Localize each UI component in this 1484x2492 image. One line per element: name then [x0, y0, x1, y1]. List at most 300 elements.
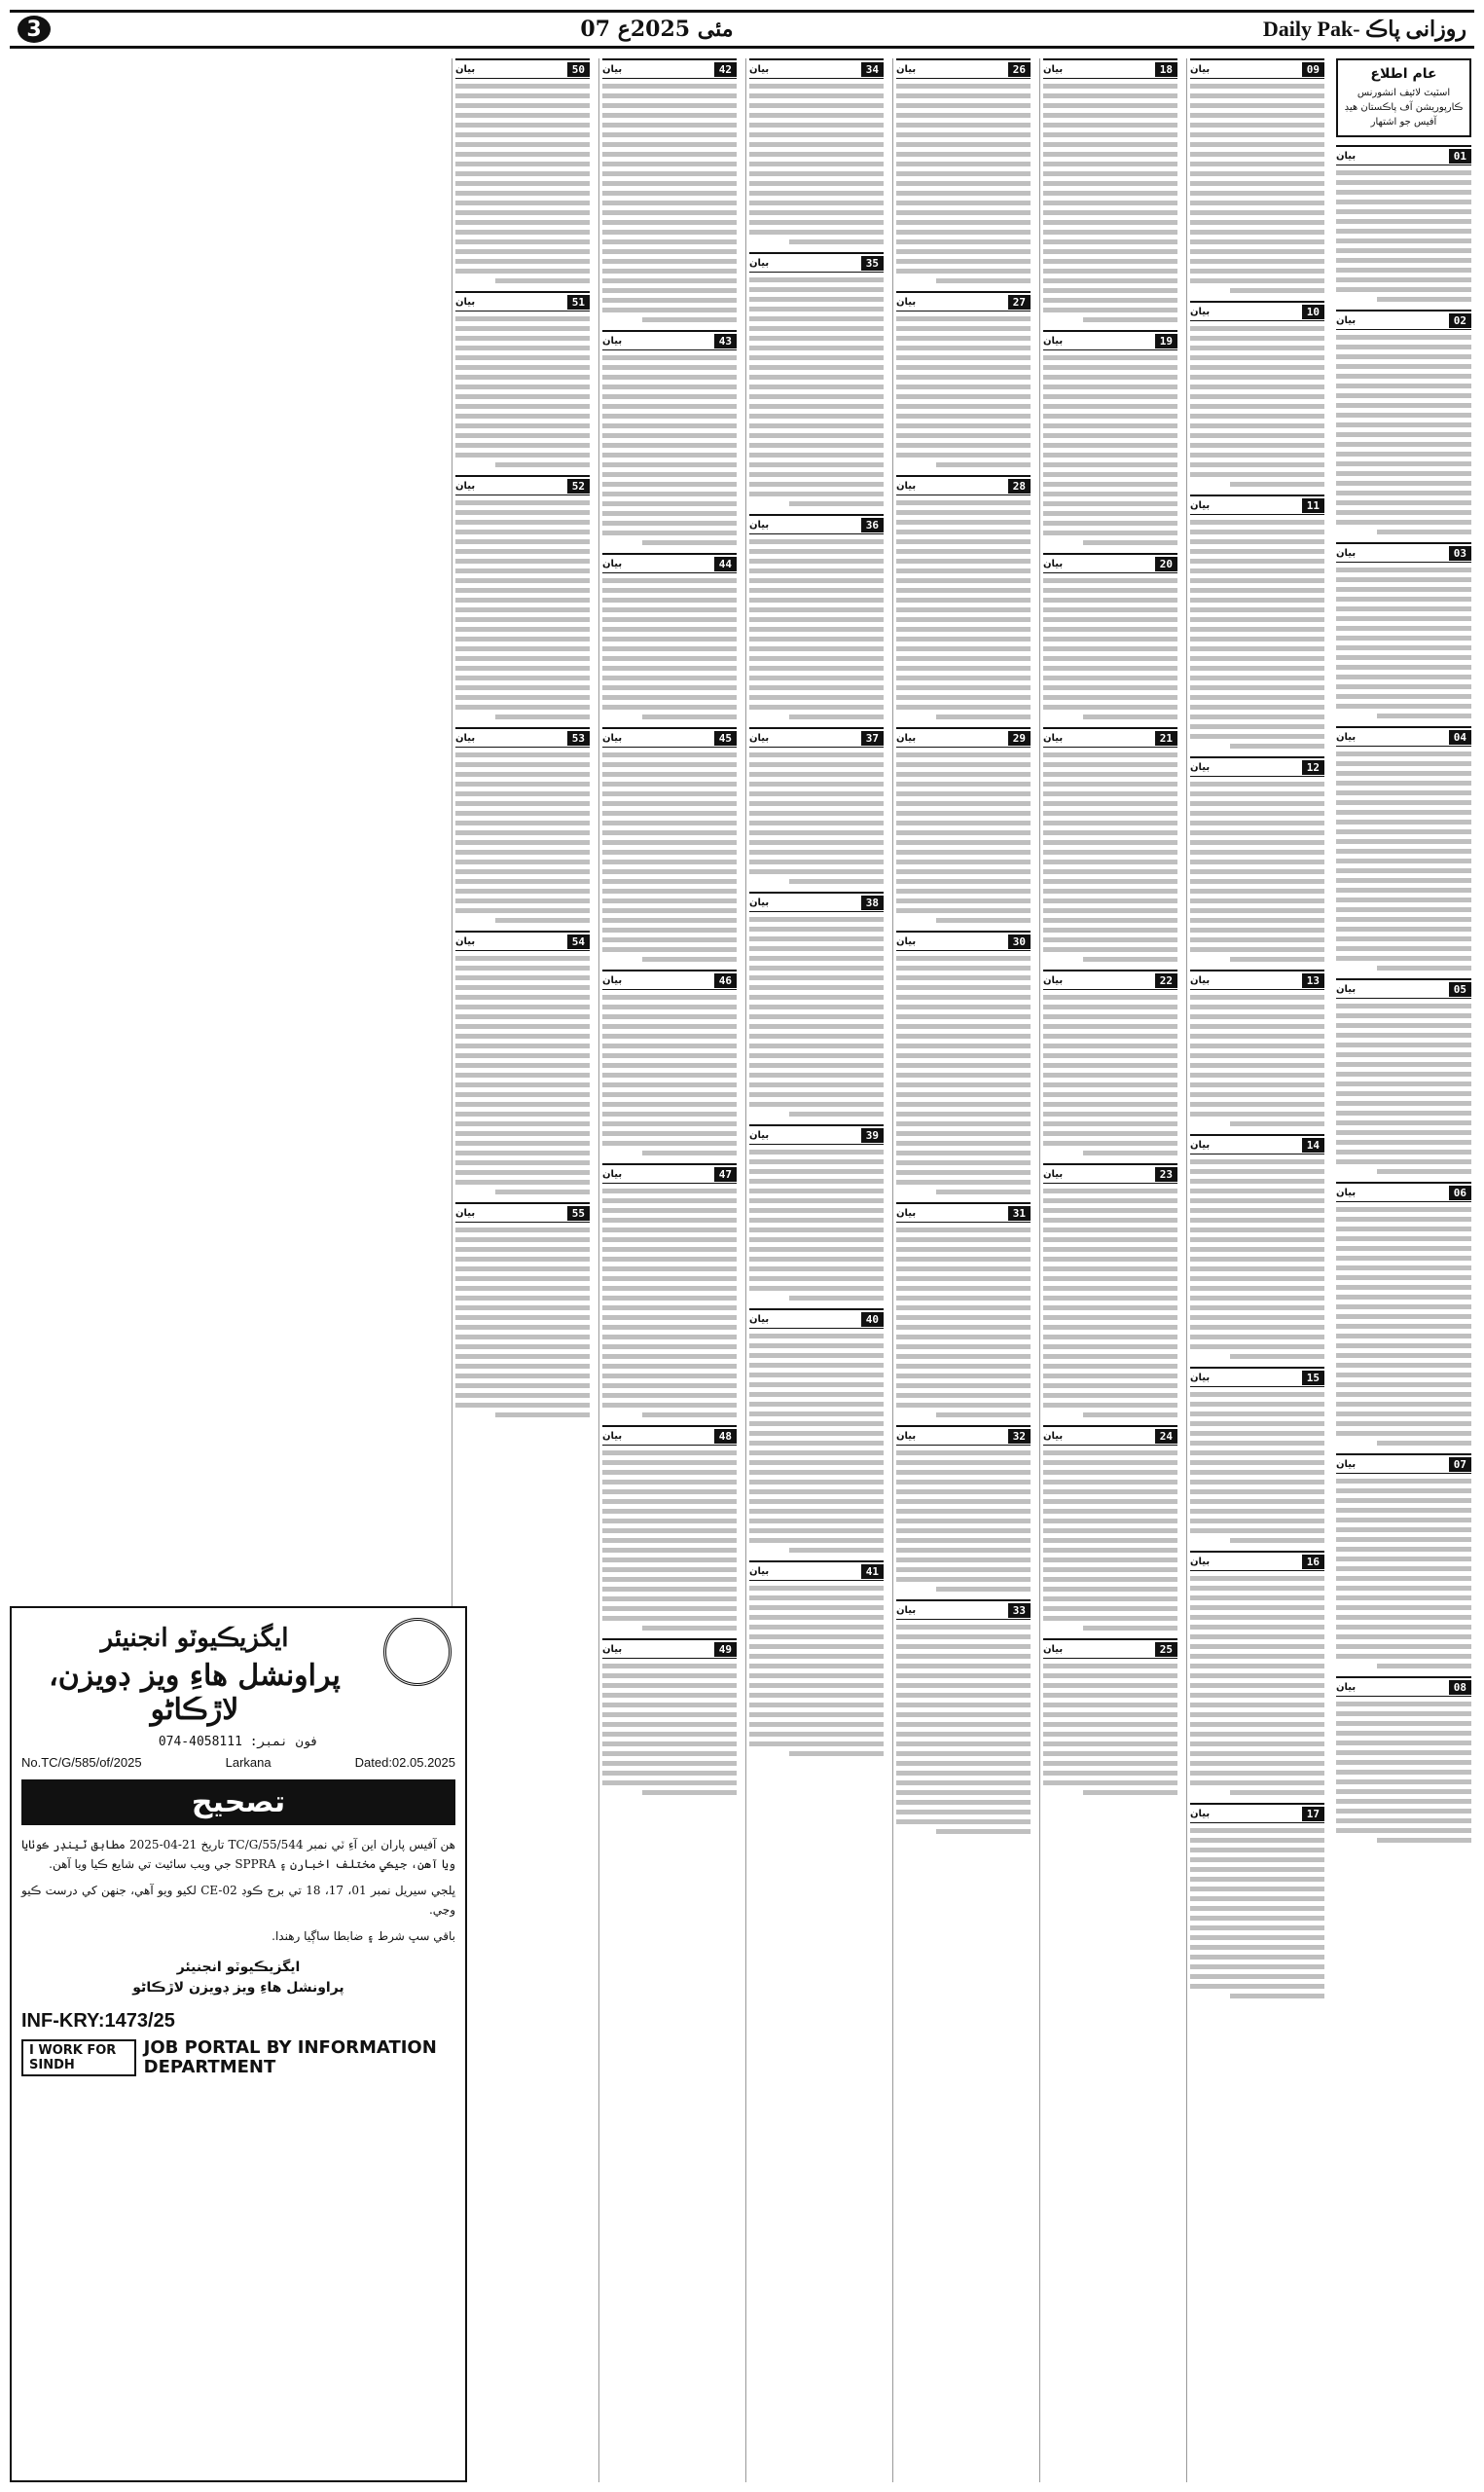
- notice-header: [602, 970, 737, 990]
- text-line: [749, 142, 884, 147]
- notice-item: [1043, 58, 1177, 322]
- notice-tag: بيان: [749, 732, 770, 744]
- text-line: [1190, 860, 1324, 864]
- text-line: [896, 269, 1031, 274]
- text-line: [1190, 346, 1324, 350]
- text-line: [749, 1421, 884, 1426]
- text-line: [1230, 1538, 1324, 1543]
- text-line: [896, 1141, 1031, 1146]
- text-line: [1190, 1625, 1324, 1630]
- text-line: [896, 995, 1031, 1000]
- text-line: [896, 259, 1031, 264]
- notice-tag: بيان: [896, 732, 917, 744]
- notice-number: 40: [861, 1312, 884, 1327]
- notice-item: [602, 1425, 737, 1631]
- notice-number: 30: [1008, 934, 1031, 949]
- text-line: [749, 791, 884, 796]
- text-line: [1043, 801, 1177, 806]
- text-line: [1043, 627, 1177, 632]
- text-line: [455, 607, 590, 612]
- notice-item: [1190, 58, 1324, 293]
- text-line: [749, 1489, 884, 1494]
- text-line: [1043, 433, 1177, 438]
- text-line: [896, 93, 1031, 98]
- notice-text-block: [602, 84, 737, 322]
- notice-text-block: [1043, 578, 1177, 719]
- notice-item: [749, 727, 884, 884]
- text-line: [896, 975, 1031, 980]
- text-line: [896, 1810, 1031, 1814]
- text-line: [896, 607, 1031, 612]
- text-line: [1190, 1780, 1324, 1785]
- text-line: [455, 365, 590, 370]
- public-notice-body: اسٽيٽ لائيف انشورنس ڪارپوريشن آف پاڪستان هيڊ آفيس جو اشتهار: [1344, 88, 1464, 128]
- text-line: [1190, 1887, 1324, 1891]
- text-line: [1336, 1586, 1471, 1591]
- text-line: [1043, 308, 1177, 312]
- text-line: [455, 181, 590, 186]
- text-line: [1336, 248, 1471, 253]
- text-line: [1043, 103, 1177, 108]
- notice-text-block: [896, 1450, 1031, 1592]
- text-line: [602, 637, 737, 641]
- text-line: [1336, 655, 1471, 660]
- text-line: [896, 559, 1031, 564]
- text-line: [749, 1286, 884, 1291]
- text-line: [1190, 1325, 1324, 1330]
- text-line: [455, 539, 590, 544]
- notice-header: [1043, 553, 1177, 573]
- notice-tag: بيان: [1336, 547, 1357, 559]
- text-line: [896, 316, 1031, 321]
- text-line: [789, 501, 884, 506]
- text-line: [642, 715, 737, 719]
- text-line: [455, 889, 590, 894]
- text-line: [1377, 714, 1471, 718]
- text-line: [896, 1102, 1031, 1107]
- notice-header: [602, 58, 737, 79]
- text-line: [1336, 1547, 1471, 1552]
- notice-item: [602, 727, 737, 962]
- text-line: [896, 889, 1031, 894]
- text-line: [749, 1411, 884, 1416]
- text-line: [1043, 1053, 1177, 1058]
- text-line: [1190, 1693, 1324, 1698]
- notice-text-block: [455, 1228, 590, 1417]
- text-line: [602, 423, 737, 428]
- text-line: [749, 646, 884, 651]
- notice-tag: بيان: [455, 480, 476, 492]
- text-line: [602, 511, 737, 516]
- text-line: [1336, 1750, 1471, 1755]
- text-line: [1043, 269, 1177, 274]
- text-line: [896, 103, 1031, 108]
- notice-header: [455, 58, 590, 79]
- text-line: [749, 568, 884, 573]
- text-line: [602, 1751, 737, 1756]
- text-line: [602, 1489, 737, 1494]
- text-line: [896, 1005, 1031, 1009]
- text-line: [1377, 297, 1471, 302]
- text-line: [1043, 850, 1177, 855]
- text-line: [602, 84, 737, 89]
- text-line: [1190, 1014, 1324, 1019]
- notice-item: [1336, 1676, 1471, 1843]
- text-line: [1043, 762, 1177, 767]
- text-line: [1190, 191, 1324, 196]
- text-line: [1190, 637, 1324, 641]
- text-line: [602, 918, 737, 923]
- notice-item: [896, 291, 1031, 467]
- text-line: [749, 1595, 884, 1600]
- notice-number: 27: [1008, 295, 1031, 310]
- text-line: [1336, 1828, 1471, 1833]
- notice-header: [455, 727, 590, 748]
- notice-tag: بيان: [1043, 1168, 1064, 1180]
- text-line: [1043, 1780, 1177, 1785]
- text-line: [896, 1305, 1031, 1310]
- text-line: [602, 162, 737, 166]
- text-line: [896, 1257, 1031, 1262]
- notice-number: 37: [861, 731, 884, 746]
- notice-item: [749, 514, 884, 719]
- notice-item: [455, 931, 590, 1194]
- text-line: [602, 375, 737, 380]
- text-line: [749, 666, 884, 671]
- text-line: [602, 1374, 737, 1378]
- notice-item: [455, 291, 590, 467]
- text-line: [1043, 1044, 1177, 1048]
- public-notice-box: [1336, 58, 1471, 137]
- notice-number: 46: [714, 973, 737, 988]
- text-line: [1336, 1004, 1471, 1008]
- text-line: [896, 1296, 1031, 1301]
- notice-header: [602, 727, 737, 748]
- notice-text-block: [1190, 326, 1324, 487]
- text-line: [1190, 103, 1324, 108]
- text-line: [1190, 1828, 1324, 1833]
- text-line: [455, 500, 590, 505]
- text-line: [896, 1751, 1031, 1756]
- text-line: [1043, 676, 1177, 680]
- text-line: [1190, 676, 1324, 680]
- text-line: [749, 869, 884, 874]
- text-line: [1190, 1276, 1324, 1281]
- text-line: [1336, 568, 1471, 572]
- government-seal-icon: [383, 1618, 452, 1686]
- text-line: [455, 676, 590, 680]
- public-notice-title: عام اطلاع: [1370, 66, 1437, 82]
- notice-header: [749, 1308, 884, 1329]
- text-line: [1043, 1393, 1177, 1398]
- text-line: [896, 230, 1031, 235]
- notice-header: [896, 727, 1031, 748]
- notice-item: [896, 58, 1031, 283]
- text-line: [602, 501, 737, 506]
- notice-number: 31: [1008, 1206, 1031, 1221]
- notice-item: [1190, 970, 1324, 1126]
- text-line: [749, 1014, 884, 1019]
- text-line: [749, 1644, 884, 1649]
- text-line: [455, 1383, 590, 1388]
- column-1: [1333, 58, 1474, 2482]
- text-line: [455, 850, 590, 855]
- text-line: [896, 1509, 1031, 1514]
- text-line: [1336, 704, 1471, 709]
- text-line: [749, 1528, 884, 1533]
- text-line: [602, 103, 737, 108]
- text-line: [455, 171, 590, 176]
- text-line: [1043, 1403, 1177, 1408]
- text-line: [1190, 1335, 1324, 1339]
- text-line: [455, 1237, 590, 1242]
- text-line: [1336, 1353, 1471, 1358]
- notice-tag: بيان: [1043, 974, 1064, 986]
- text-line: [749, 1159, 884, 1164]
- text-line: [602, 1082, 737, 1087]
- text-line: [602, 1460, 737, 1465]
- text-line: [602, 123, 737, 128]
- text-line: [455, 93, 590, 98]
- text-line: [1043, 1034, 1177, 1039]
- text-line: [1190, 472, 1324, 477]
- text-line: [455, 801, 590, 806]
- text-line: [602, 1664, 737, 1668]
- text-line: [896, 676, 1031, 680]
- text-line: [455, 1063, 590, 1068]
- text-line: [1190, 278, 1324, 283]
- tender-paragraph-2: ڀلجي سيريل نمبر 01، 17، 18 تي برج ڪوڊ CE-02 لکيو ويو آهي، جنهن کي درست ڪيو وڃي.: [21, 1883, 456, 1918]
- text-line: [1190, 1751, 1324, 1756]
- text-line: [1336, 616, 1471, 621]
- text-line: [602, 762, 737, 767]
- notice-tag: بيان: [1336, 314, 1357, 326]
- masthead: [10, 10, 1474, 49]
- text-line: [1043, 1141, 1177, 1146]
- text-line: [1336, 1566, 1471, 1571]
- text-line: [1043, 1296, 1177, 1301]
- notice-item: [1190, 756, 1324, 962]
- notice-number: 28: [1008, 479, 1031, 494]
- text-line: [455, 210, 590, 215]
- text-line: [1336, 927, 1471, 932]
- notice-header: [749, 1124, 884, 1145]
- notice-number: 02: [1449, 313, 1471, 328]
- text-line: [1043, 1286, 1177, 1291]
- text-line: [896, 191, 1031, 196]
- notice-number: 03: [1449, 546, 1471, 561]
- text-line: [1043, 1712, 1177, 1717]
- text-line: [602, 607, 737, 612]
- text-line: [896, 627, 1031, 632]
- text-line: [1043, 249, 1177, 254]
- text-line: [602, 142, 737, 147]
- text-line: [749, 1247, 884, 1252]
- notice-number: 18: [1155, 62, 1177, 77]
- text-line: [1336, 520, 1471, 525]
- text-line: [455, 617, 590, 622]
- text-line: [602, 617, 737, 622]
- text-line: [1043, 365, 1177, 370]
- text-line: [1190, 1712, 1324, 1717]
- notice-item: [1190, 1367, 1324, 1543]
- notice-text-block: [896, 1625, 1031, 1834]
- text-line: [1043, 1606, 1177, 1611]
- text-line: [1336, 393, 1471, 398]
- text-line: [749, 103, 884, 108]
- notice-header: [749, 1560, 884, 1581]
- notice-text-block: [602, 578, 737, 719]
- text-line: [896, 1383, 1031, 1388]
- notice-text-block: [896, 84, 1031, 283]
- text-line: [1190, 1683, 1324, 1688]
- text-line: [896, 752, 1031, 757]
- notice-item: [602, 58, 737, 322]
- text-line: [1336, 209, 1471, 214]
- text-line: [455, 123, 590, 128]
- text-line: [1336, 238, 1471, 243]
- text-line: [1043, 840, 1177, 845]
- text-line: [602, 1596, 737, 1601]
- text-line: [749, 821, 884, 825]
- text-line: [1190, 171, 1324, 176]
- text-line: [1043, 123, 1177, 128]
- text-line: [1190, 539, 1324, 544]
- text-line: [1190, 1237, 1324, 1242]
- text-line: [896, 433, 1031, 438]
- text-line: [1043, 385, 1177, 389]
- notice-tag: بيان: [1336, 731, 1357, 743]
- text-line: [455, 705, 590, 710]
- text-line: [1043, 1276, 1177, 1281]
- text-line: [602, 1741, 737, 1746]
- text-line: [495, 278, 590, 283]
- text-line: [896, 443, 1031, 448]
- text-line: [896, 152, 1031, 157]
- text-line: [455, 956, 590, 961]
- text-line: [455, 1247, 590, 1252]
- notice-text-block: [1336, 1702, 1471, 1843]
- text-line: [602, 627, 737, 632]
- notice-number: 14: [1302, 1138, 1324, 1153]
- text-line: [749, 1082, 884, 1087]
- text-line: [896, 500, 1031, 505]
- text-line: [1043, 1315, 1177, 1320]
- text-line: [602, 433, 737, 438]
- notice-number: 39: [861, 1128, 884, 1143]
- text-line: [1336, 1402, 1471, 1407]
- text-line: [602, 1538, 737, 1543]
- text-line: [1190, 453, 1324, 458]
- notice-tag: بيان: [896, 63, 917, 75]
- text-line: [896, 210, 1031, 215]
- text-line: [749, 1063, 884, 1068]
- notice-tag: بيان: [1190, 974, 1211, 986]
- text-line: [602, 1073, 737, 1078]
- text-line: [602, 947, 737, 952]
- notice-tag: بيان: [896, 1207, 917, 1219]
- text-line: [602, 1053, 737, 1058]
- text-line: [749, 637, 884, 641]
- text-line: [455, 423, 590, 428]
- text-line: [1043, 298, 1177, 303]
- text-line: [1336, 1236, 1471, 1241]
- notice-tag: بيان: [602, 1430, 623, 1442]
- text-line: [1190, 1411, 1324, 1416]
- text-line: [749, 1392, 884, 1397]
- text-line: [1190, 1286, 1324, 1291]
- text-line: [749, 936, 884, 941]
- notice-item: [455, 58, 590, 283]
- text-line: [936, 1587, 1031, 1592]
- text-line: [455, 966, 590, 971]
- notice-text-block: [1336, 751, 1471, 971]
- text-line: [455, 578, 590, 583]
- text-line: [602, 521, 737, 526]
- notice-tag: بيان: [1043, 1643, 1064, 1655]
- notice-number: 48: [714, 1429, 737, 1444]
- notice-item: [455, 727, 590, 923]
- text-line: [896, 598, 1031, 603]
- text-line: [896, 1741, 1031, 1746]
- text-line: [455, 598, 590, 603]
- text-line: [1043, 1722, 1177, 1727]
- notice-tag: بيان: [896, 1430, 917, 1442]
- text-line: [896, 453, 1031, 458]
- text-line: [602, 685, 737, 690]
- text-line: [1190, 1771, 1324, 1776]
- text-line: [749, 1102, 884, 1107]
- text-line: [1043, 1024, 1177, 1029]
- text-line: [749, 656, 884, 661]
- text-line: [896, 1403, 1031, 1408]
- text-line: [1336, 510, 1471, 515]
- text-line: [1043, 879, 1177, 884]
- text-line: [749, 695, 884, 700]
- text-line: [749, 336, 884, 341]
- text-line: [1043, 666, 1177, 671]
- text-line: [602, 385, 737, 389]
- notice-text-block: [1336, 1207, 1471, 1446]
- notice-text-block: [1336, 1479, 1471, 1668]
- text-line: [455, 1335, 590, 1339]
- text-line: [602, 666, 737, 671]
- text-line: [602, 278, 737, 283]
- notice-header: [749, 58, 884, 79]
- text-line: [602, 1024, 737, 1029]
- text-line: [455, 1044, 590, 1048]
- text-line: [1043, 1335, 1177, 1339]
- text-line: [602, 181, 737, 186]
- text-line: [602, 308, 737, 312]
- text-line: [1336, 946, 1471, 951]
- text-line: [1190, 1664, 1324, 1668]
- text-line: [602, 1228, 737, 1232]
- text-line: [1190, 705, 1324, 710]
- text-line: [455, 1393, 590, 1398]
- notice-header: [1336, 542, 1471, 563]
- text-line: [602, 879, 737, 884]
- notice-number: 09: [1302, 62, 1324, 77]
- text-line: [602, 191, 737, 196]
- text-line: [896, 762, 1031, 767]
- text-line: [602, 1771, 737, 1776]
- text-line: [1336, 1498, 1471, 1503]
- text-line: [1190, 1935, 1324, 1940]
- text-line: [896, 404, 1031, 409]
- notice-text-block: [1043, 752, 1177, 962]
- notice-text-block: [455, 500, 590, 719]
